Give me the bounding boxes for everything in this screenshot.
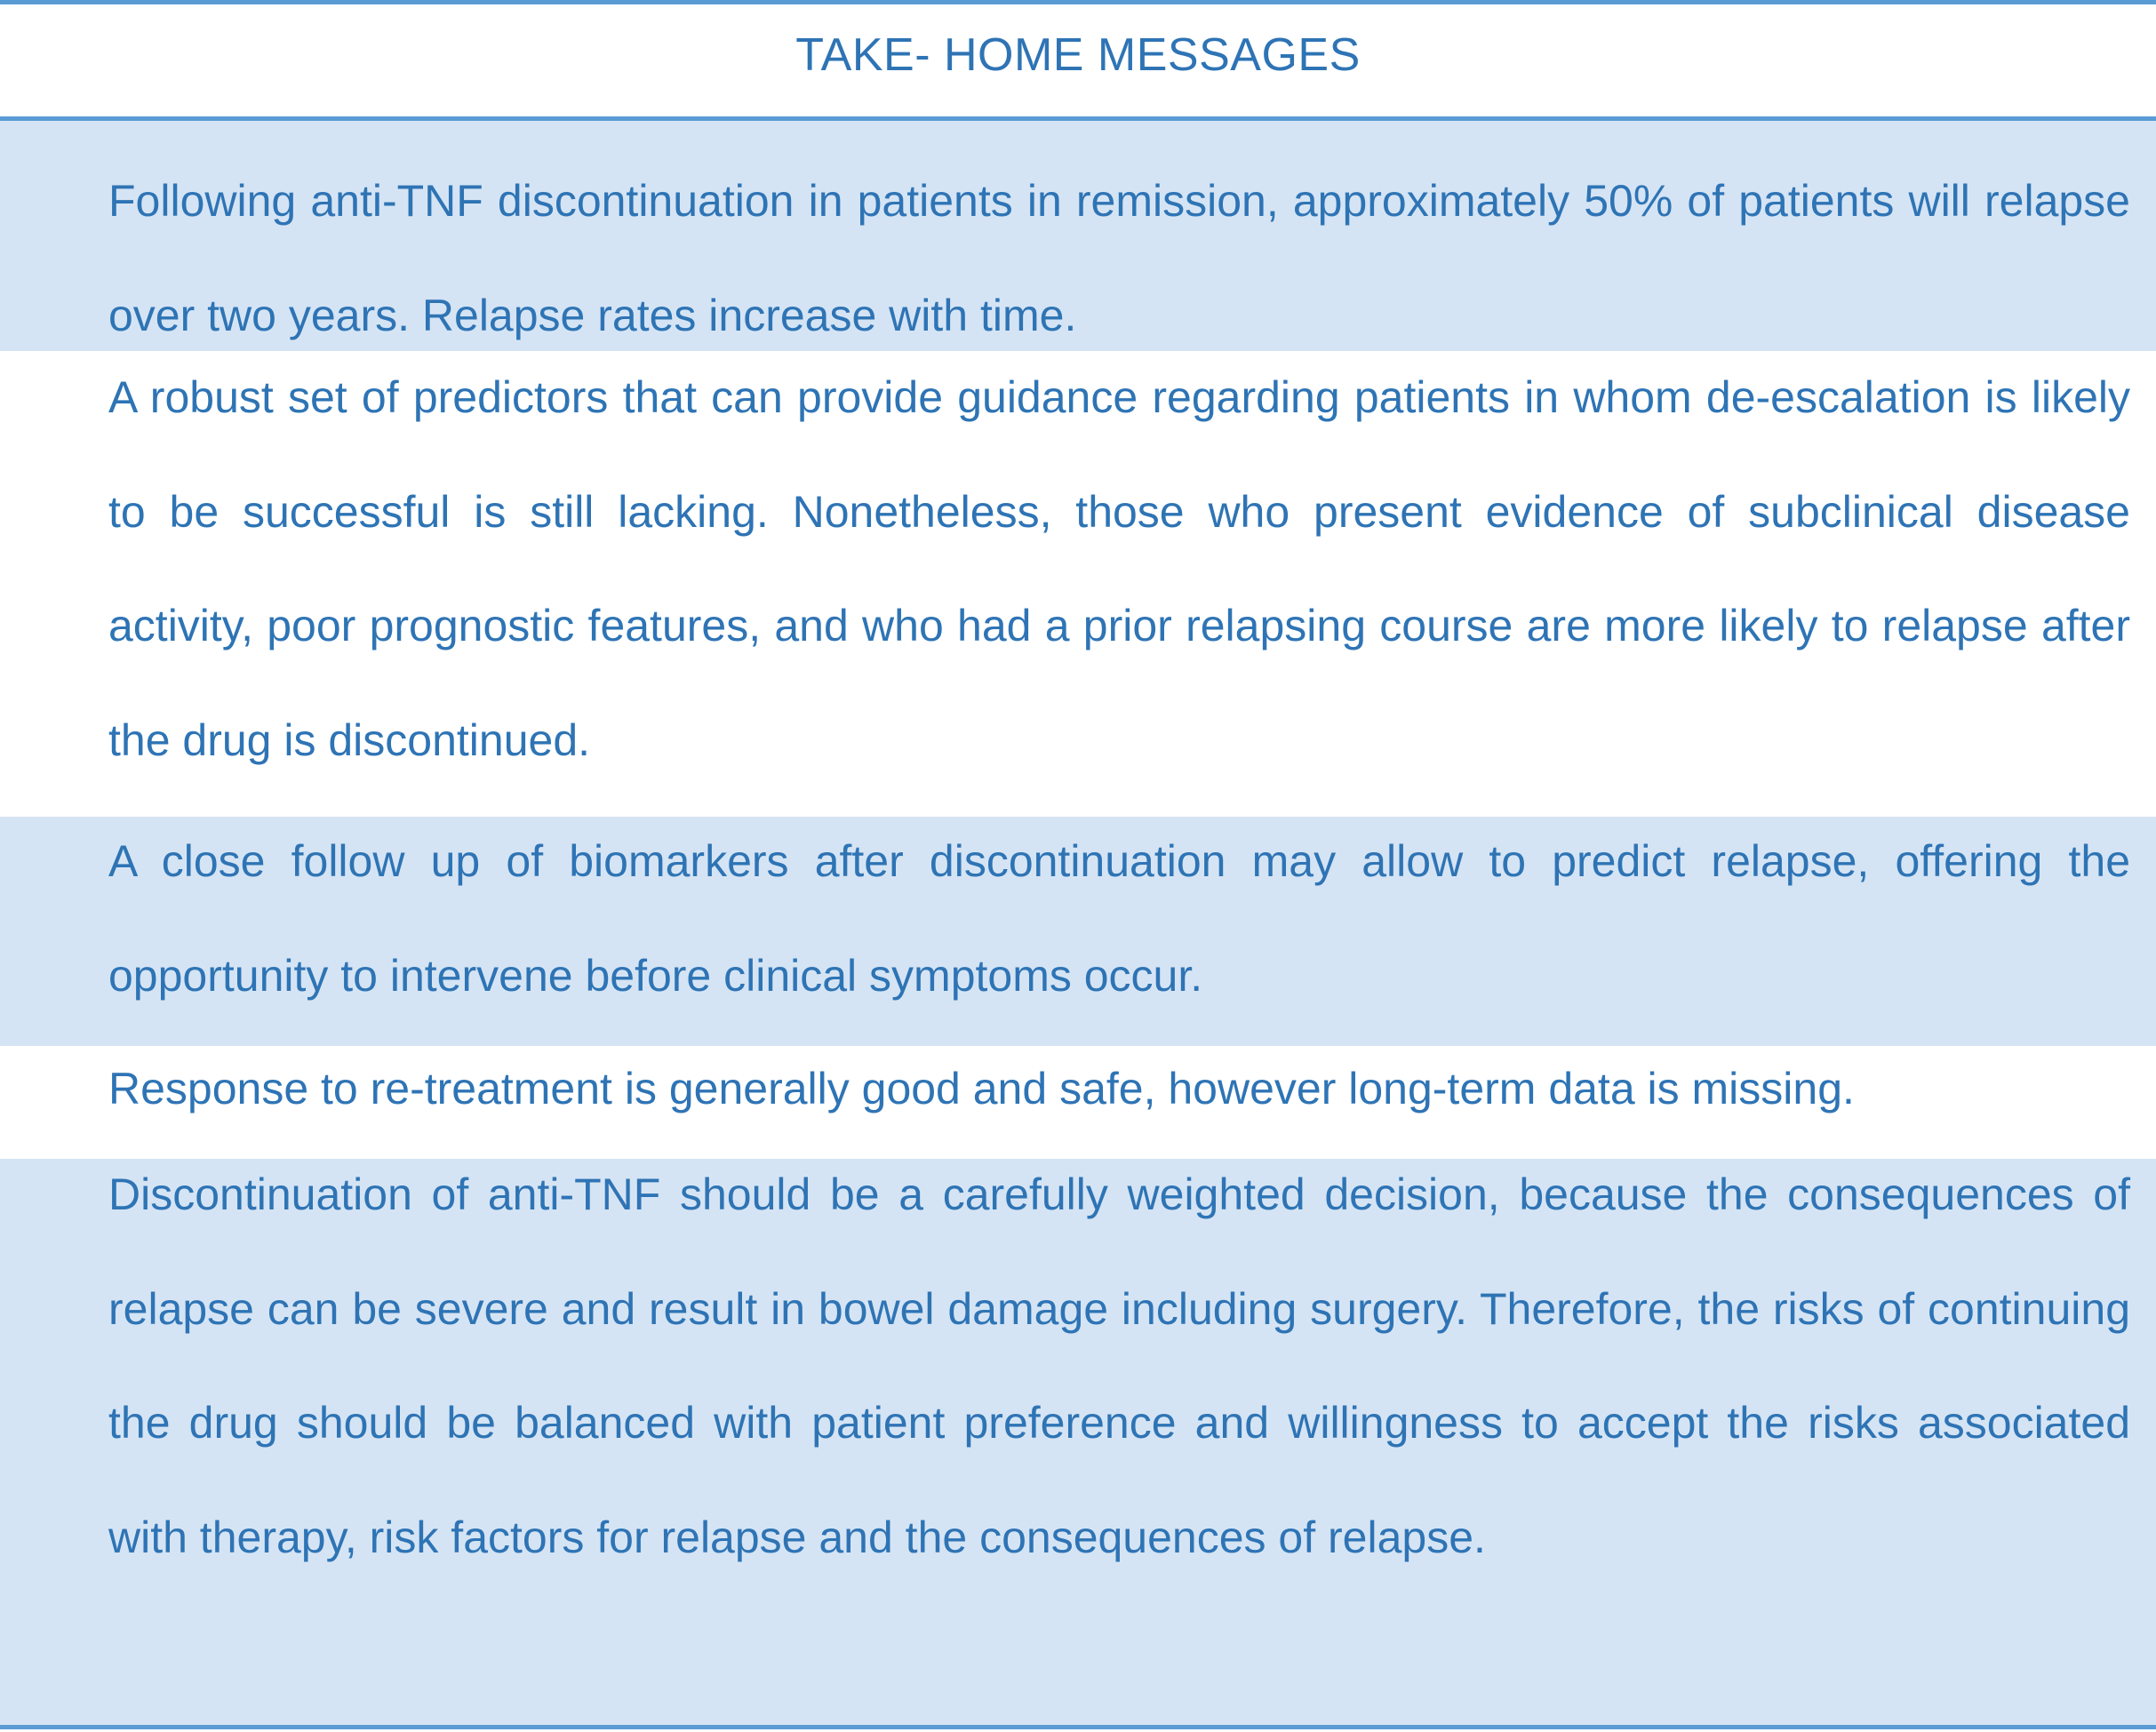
message-text: Response to re-treatment is generally good and safe, however long-term data is missing. <box>108 1064 1855 1113</box>
message-text: A close follow up of biomarkers after discontinuation may allow to predict relapse, offering the opportunity to intervene before clinical symptoms occur. <box>108 836 2130 1001</box>
table-row <box>0 351 2156 817</box>
table-row <box>0 121 2156 351</box>
message-text: Discontinuation of anti-TNF should be a carefully weighted decision, because the consequences of relapse can be severe and result in bowel damage including surgery. Therefore, the risks of continuing the drug should be balanced with patient preference and willingness to accept the risks associated with therapy, risk factors for relapse and the consequences of relapse. <box>108 1169 2130 1562</box>
table-bottom-rule <box>0 1725 2156 1729</box>
message-text: A robust set of predictors that can provide guidance regarding patients in whom de-escalation is likely to be successful is still lacking. Nonetheless, those who present evidence of subclinical disease activity, poor prognostic features, and who had a prior relapsing course are more likely to relapse after the drug is discontinued. <box>108 372 2130 765</box>
message-text: Following anti-TNF discontinuation in patients in remission, approximately 50% of patients will relapse over two years. Relapse rates increase with time. <box>108 176 2130 340</box>
table-row <box>0 1159 2156 1725</box>
table-header <box>0 4 2156 116</box>
table-title: TAKE- HOME MESSAGES <box>795 29 1361 81</box>
table-row <box>0 817 2156 1046</box>
